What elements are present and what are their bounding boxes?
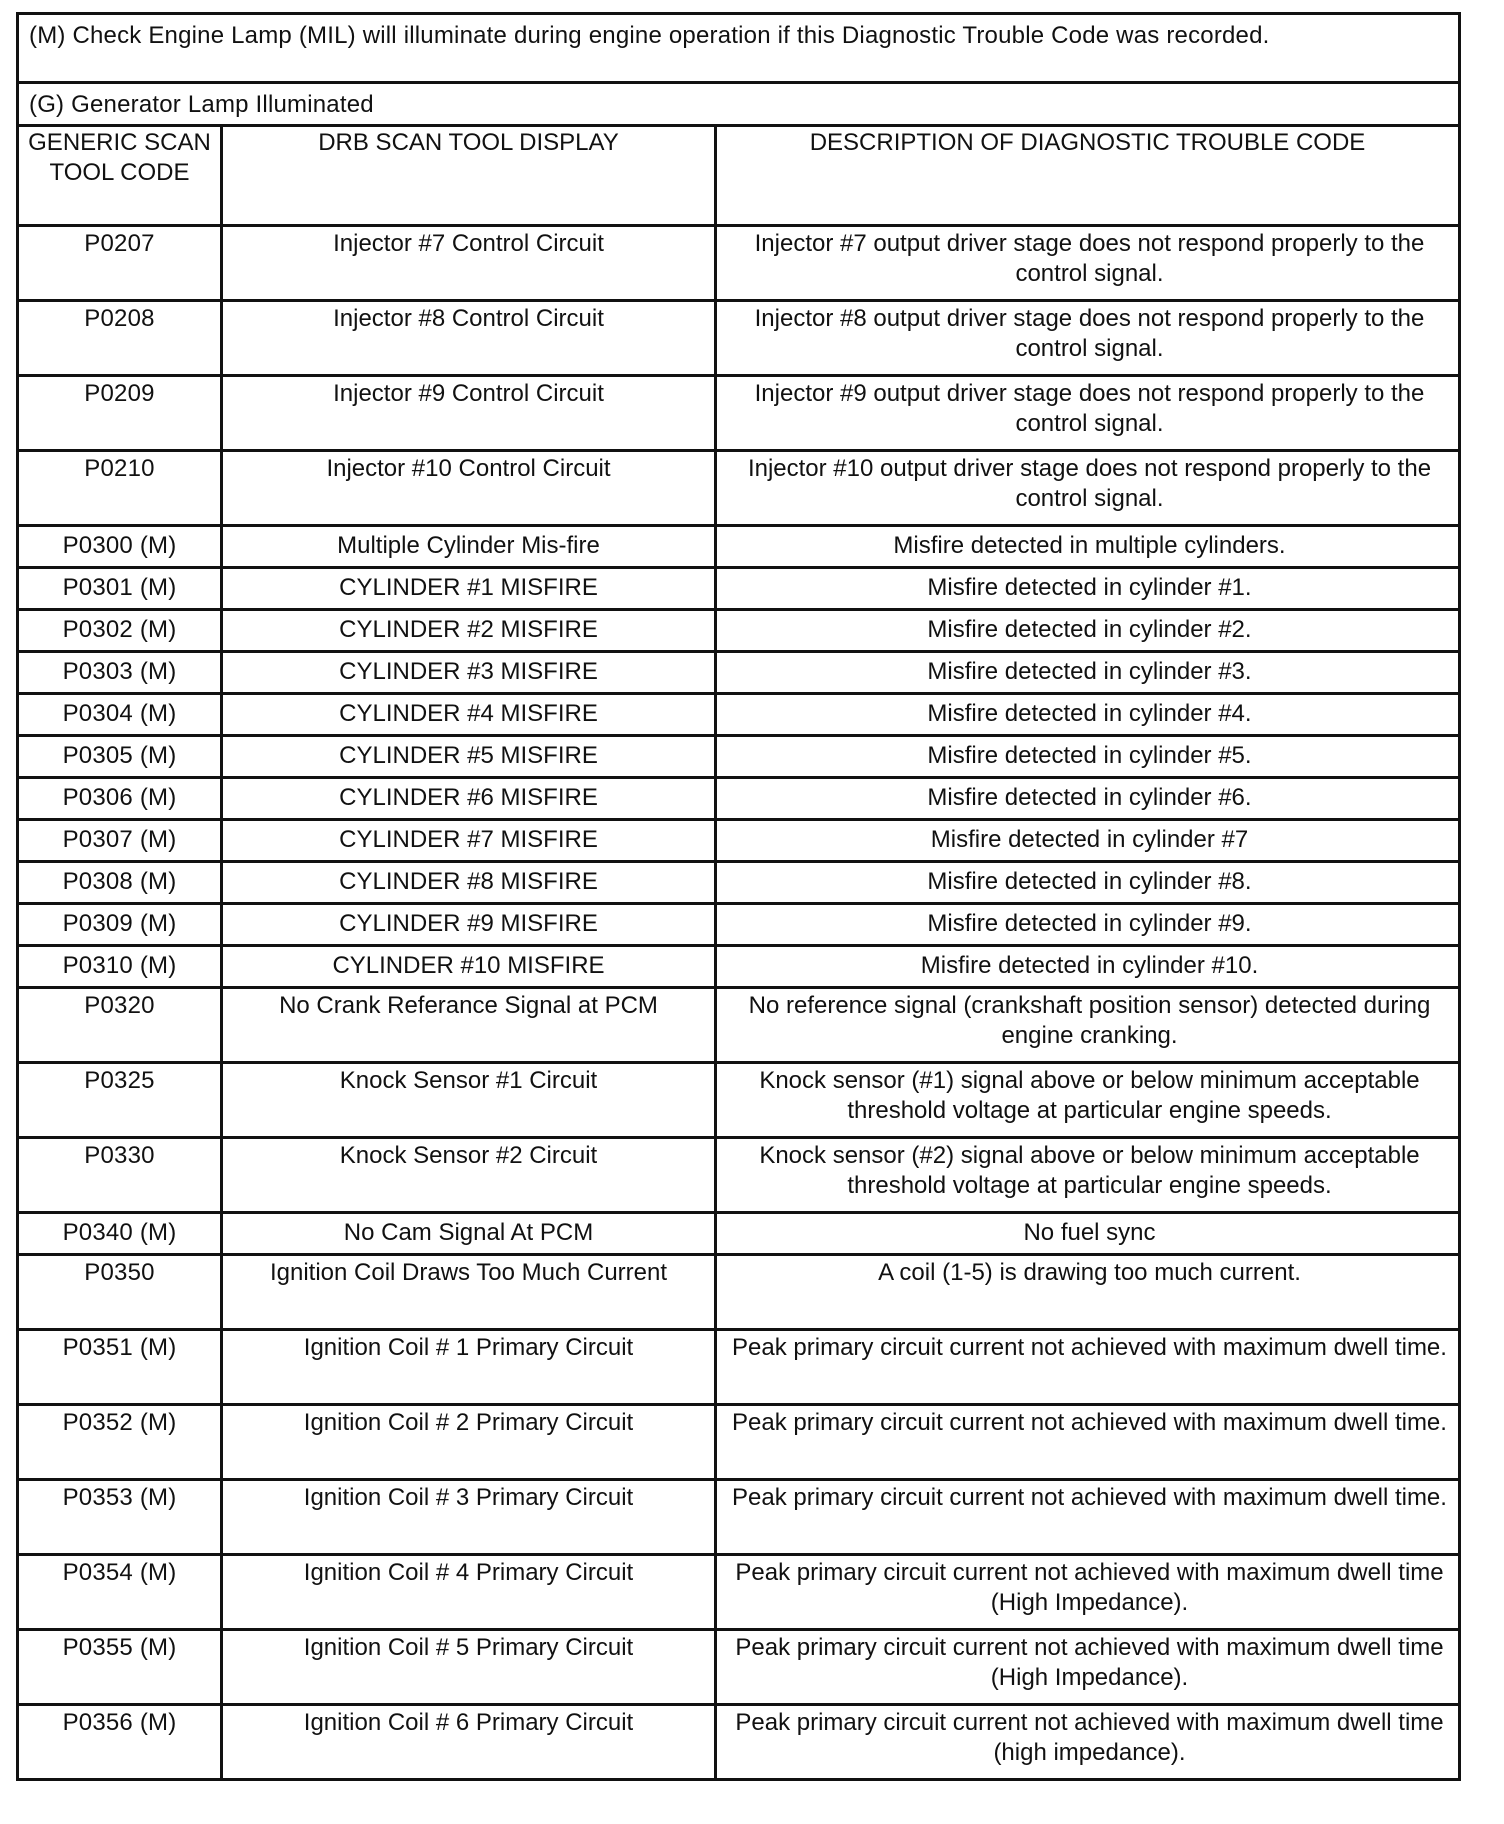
description-cell: Misfire detected in cylinder #8. [716, 862, 1460, 904]
dtc-code-cell: P0301 (M) [18, 568, 222, 610]
description-cell: Misfire detected in cylinder #6. [716, 778, 1460, 820]
table-body [18, 226, 1460, 1780]
table-row [18, 946, 1460, 988]
dtc-code-cell: P0208 [18, 301, 222, 376]
description-cell: Injector #10 output driver stage does not respond properly to the control signal. [716, 451, 1460, 526]
table-row [18, 1480, 1460, 1555]
dtc-code-cell: P0330 [18, 1138, 222, 1213]
drb-display-cell: CYLINDER #8 MISFIRE [222, 862, 716, 904]
table-row [18, 862, 1460, 904]
table-row [18, 301, 1460, 376]
description-cell: Misfire detected in cylinder #5. [716, 736, 1460, 778]
drb-display-cell: CYLINDER #4 MISFIRE [222, 694, 716, 736]
description-cell: Peak primary circuit current not achieved with maximum dwell time (high impedance). [716, 1705, 1460, 1780]
drb-display-cell: No Crank Referance Signal at PCM [222, 988, 716, 1063]
description-cell: Injector #9 output driver stage does not respond properly to the control signal. [716, 376, 1460, 451]
description-cell: Peak primary circuit current not achieved with maximum dwell time (High Impedance). [716, 1630, 1460, 1705]
drb-display-cell: Ignition Coil Draws Too Much Current [222, 1255, 716, 1330]
drb-display-cell: Injector #7 Control Circuit [222, 226, 716, 301]
table-row [18, 820, 1460, 862]
description-cell: Peak primary circuit current not achieved with maximum dwell time. [716, 1330, 1460, 1405]
table-header-row [18, 126, 1460, 226]
drb-display-cell: CYLINDER #7 MISFIRE [222, 820, 716, 862]
table-row [18, 694, 1460, 736]
header-description: DESCRIPTION OF DIAGNOSTIC TROUBLE CODE [716, 126, 1460, 226]
drb-display-cell: CYLINDER #1 MISFIRE [222, 568, 716, 610]
dtc-code-cell: P0306 (M) [18, 778, 222, 820]
description-cell: Peak primary circuit current not achieved with maximum dwell time. [716, 1480, 1460, 1555]
dtc-code-cell: P0304 (M) [18, 694, 222, 736]
header-drb-display: DRB SCAN TOOL DISPLAY [222, 126, 716, 226]
table-row [18, 1705, 1460, 1780]
description-cell: Misfire detected in multiple cylinders. [716, 526, 1460, 568]
dtc-code-cell: P0351 (M) [18, 1330, 222, 1405]
table-row [18, 736, 1460, 778]
drb-display-cell: CYLINDER #10 MISFIRE [222, 946, 716, 988]
dtc-code-cell: P0320 [18, 988, 222, 1063]
table-row [18, 526, 1460, 568]
dtc-table [16, 124, 1461, 1781]
table-row [18, 1630, 1460, 1705]
drb-display-cell: Ignition Coil # 6 Primary Circuit [222, 1705, 716, 1780]
description-cell: Injector #7 output driver stage does not respond properly to the control signal. [716, 226, 1460, 301]
dtc-code-cell: P0354 (M) [18, 1555, 222, 1630]
table-row [18, 1138, 1460, 1213]
description-cell: Misfire detected in cylinder #3. [716, 652, 1460, 694]
drb-display-cell: CYLINDER #3 MISFIRE [222, 652, 716, 694]
description-cell: Misfire detected in cylinder #9. [716, 904, 1460, 946]
dtc-code-cell: P0350 [18, 1255, 222, 1330]
dtc-code-cell: P0303 (M) [18, 652, 222, 694]
dtc-code-cell: P0310 (M) [18, 946, 222, 988]
table-row [18, 1063, 1460, 1138]
table-row [18, 568, 1460, 610]
generator-note: (G) Generator Lamp Illuminated [16, 81, 1461, 124]
drb-display-cell: CYLINDER #6 MISFIRE [222, 778, 716, 820]
table-row [18, 1330, 1460, 1405]
dtc-code-cell: P0353 (M) [18, 1480, 222, 1555]
table-row [18, 1555, 1460, 1630]
description-cell: Misfire detected in cylinder #1. [716, 568, 1460, 610]
drb-display-cell: Ignition Coil # 3 Primary Circuit [222, 1480, 716, 1555]
dtc-code-cell: P0340 (M) [18, 1213, 222, 1255]
drb-display-cell: Knock Sensor #2 Circuit [222, 1138, 716, 1213]
dtc-document [16, 12, 1461, 1781]
drb-display-cell: Multiple Cylinder Mis-fire [222, 526, 716, 568]
table-row [18, 904, 1460, 946]
table-row [18, 1255, 1460, 1330]
description-cell: Peak primary circuit current not achieved with maximum dwell time (High Impedance). [716, 1555, 1460, 1630]
dtc-code-cell: P0207 [18, 226, 222, 301]
drb-display-cell: CYLINDER #2 MISFIRE [222, 610, 716, 652]
description-cell: A coil (1-5) is drawing too much current. [716, 1255, 1460, 1330]
drb-display-cell: Ignition Coil # 4 Primary Circuit [222, 1555, 716, 1630]
dtc-code-cell: P0356 (M) [18, 1705, 222, 1780]
header-generic-code: GENERIC SCAN TOOL CODE [18, 126, 222, 226]
drb-display-cell: Ignition Coil # 2 Primary Circuit [222, 1405, 716, 1480]
table-row [18, 451, 1460, 526]
table-row [18, 376, 1460, 451]
drb-display-cell: Ignition Coil # 1 Primary Circuit [222, 1330, 716, 1405]
dtc-code-cell: P0305 (M) [18, 736, 222, 778]
drb-display-cell: CYLINDER #5 MISFIRE [222, 736, 716, 778]
dtc-code-cell: P0308 (M) [18, 862, 222, 904]
dtc-code-cell: P0325 [18, 1063, 222, 1138]
description-cell: Misfire detected in cylinder #2. [716, 610, 1460, 652]
mil-note: (M) Check Engine Lamp (MIL) will illuminate during engine operation if this Diagnostic Trouble Code was recorded. [16, 12, 1461, 81]
drb-display-cell: No Cam Signal At PCM [222, 1213, 716, 1255]
description-cell: Misfire detected in cylinder #10. [716, 946, 1460, 988]
dtc-code-cell: P0300 (M) [18, 526, 222, 568]
table-row [18, 652, 1460, 694]
dtc-code-cell: P0307 (M) [18, 820, 222, 862]
description-cell: Misfire detected in cylinder #4. [716, 694, 1460, 736]
description-cell: Knock sensor (#1) signal above or below minimum acceptable threshold voltage at particular engine speeds. [716, 1063, 1460, 1138]
description-cell: Peak primary circuit current not achieved with maximum dwell time. [716, 1405, 1460, 1480]
description-cell: Misfire detected in cylinder #7 [716, 820, 1460, 862]
description-cell: No reference signal (crankshaft position sensor) detected during engine cranking. [716, 988, 1460, 1063]
drb-display-cell: Knock Sensor #1 Circuit [222, 1063, 716, 1138]
table-row [18, 610, 1460, 652]
drb-display-cell: CYLINDER #9 MISFIRE [222, 904, 716, 946]
table-row [18, 226, 1460, 301]
description-cell: Injector #8 output driver stage does not respond properly to the control signal. [716, 301, 1460, 376]
table-row [18, 778, 1460, 820]
drb-display-cell: Injector #10 Control Circuit [222, 451, 716, 526]
dtc-code-cell: P0352 (M) [18, 1405, 222, 1480]
dtc-code-cell: P0210 [18, 451, 222, 526]
dtc-code-cell: P0302 (M) [18, 610, 222, 652]
drb-display-cell: Ignition Coil # 5 Primary Circuit [222, 1630, 716, 1705]
dtc-code-cell: P0309 (M) [18, 904, 222, 946]
description-cell: Knock sensor (#2) signal above or below minimum acceptable threshold voltage at particular engine speeds. [716, 1138, 1460, 1213]
drb-display-cell: Injector #9 Control Circuit [222, 376, 716, 451]
table-row [18, 988, 1460, 1063]
dtc-code-cell: P0355 (M) [18, 1630, 222, 1705]
dtc-code-cell: P0209 [18, 376, 222, 451]
table-row [18, 1213, 1460, 1255]
table-row [18, 1405, 1460, 1480]
drb-display-cell: Injector #8 Control Circuit [222, 301, 716, 376]
description-cell: No fuel sync [716, 1213, 1460, 1255]
